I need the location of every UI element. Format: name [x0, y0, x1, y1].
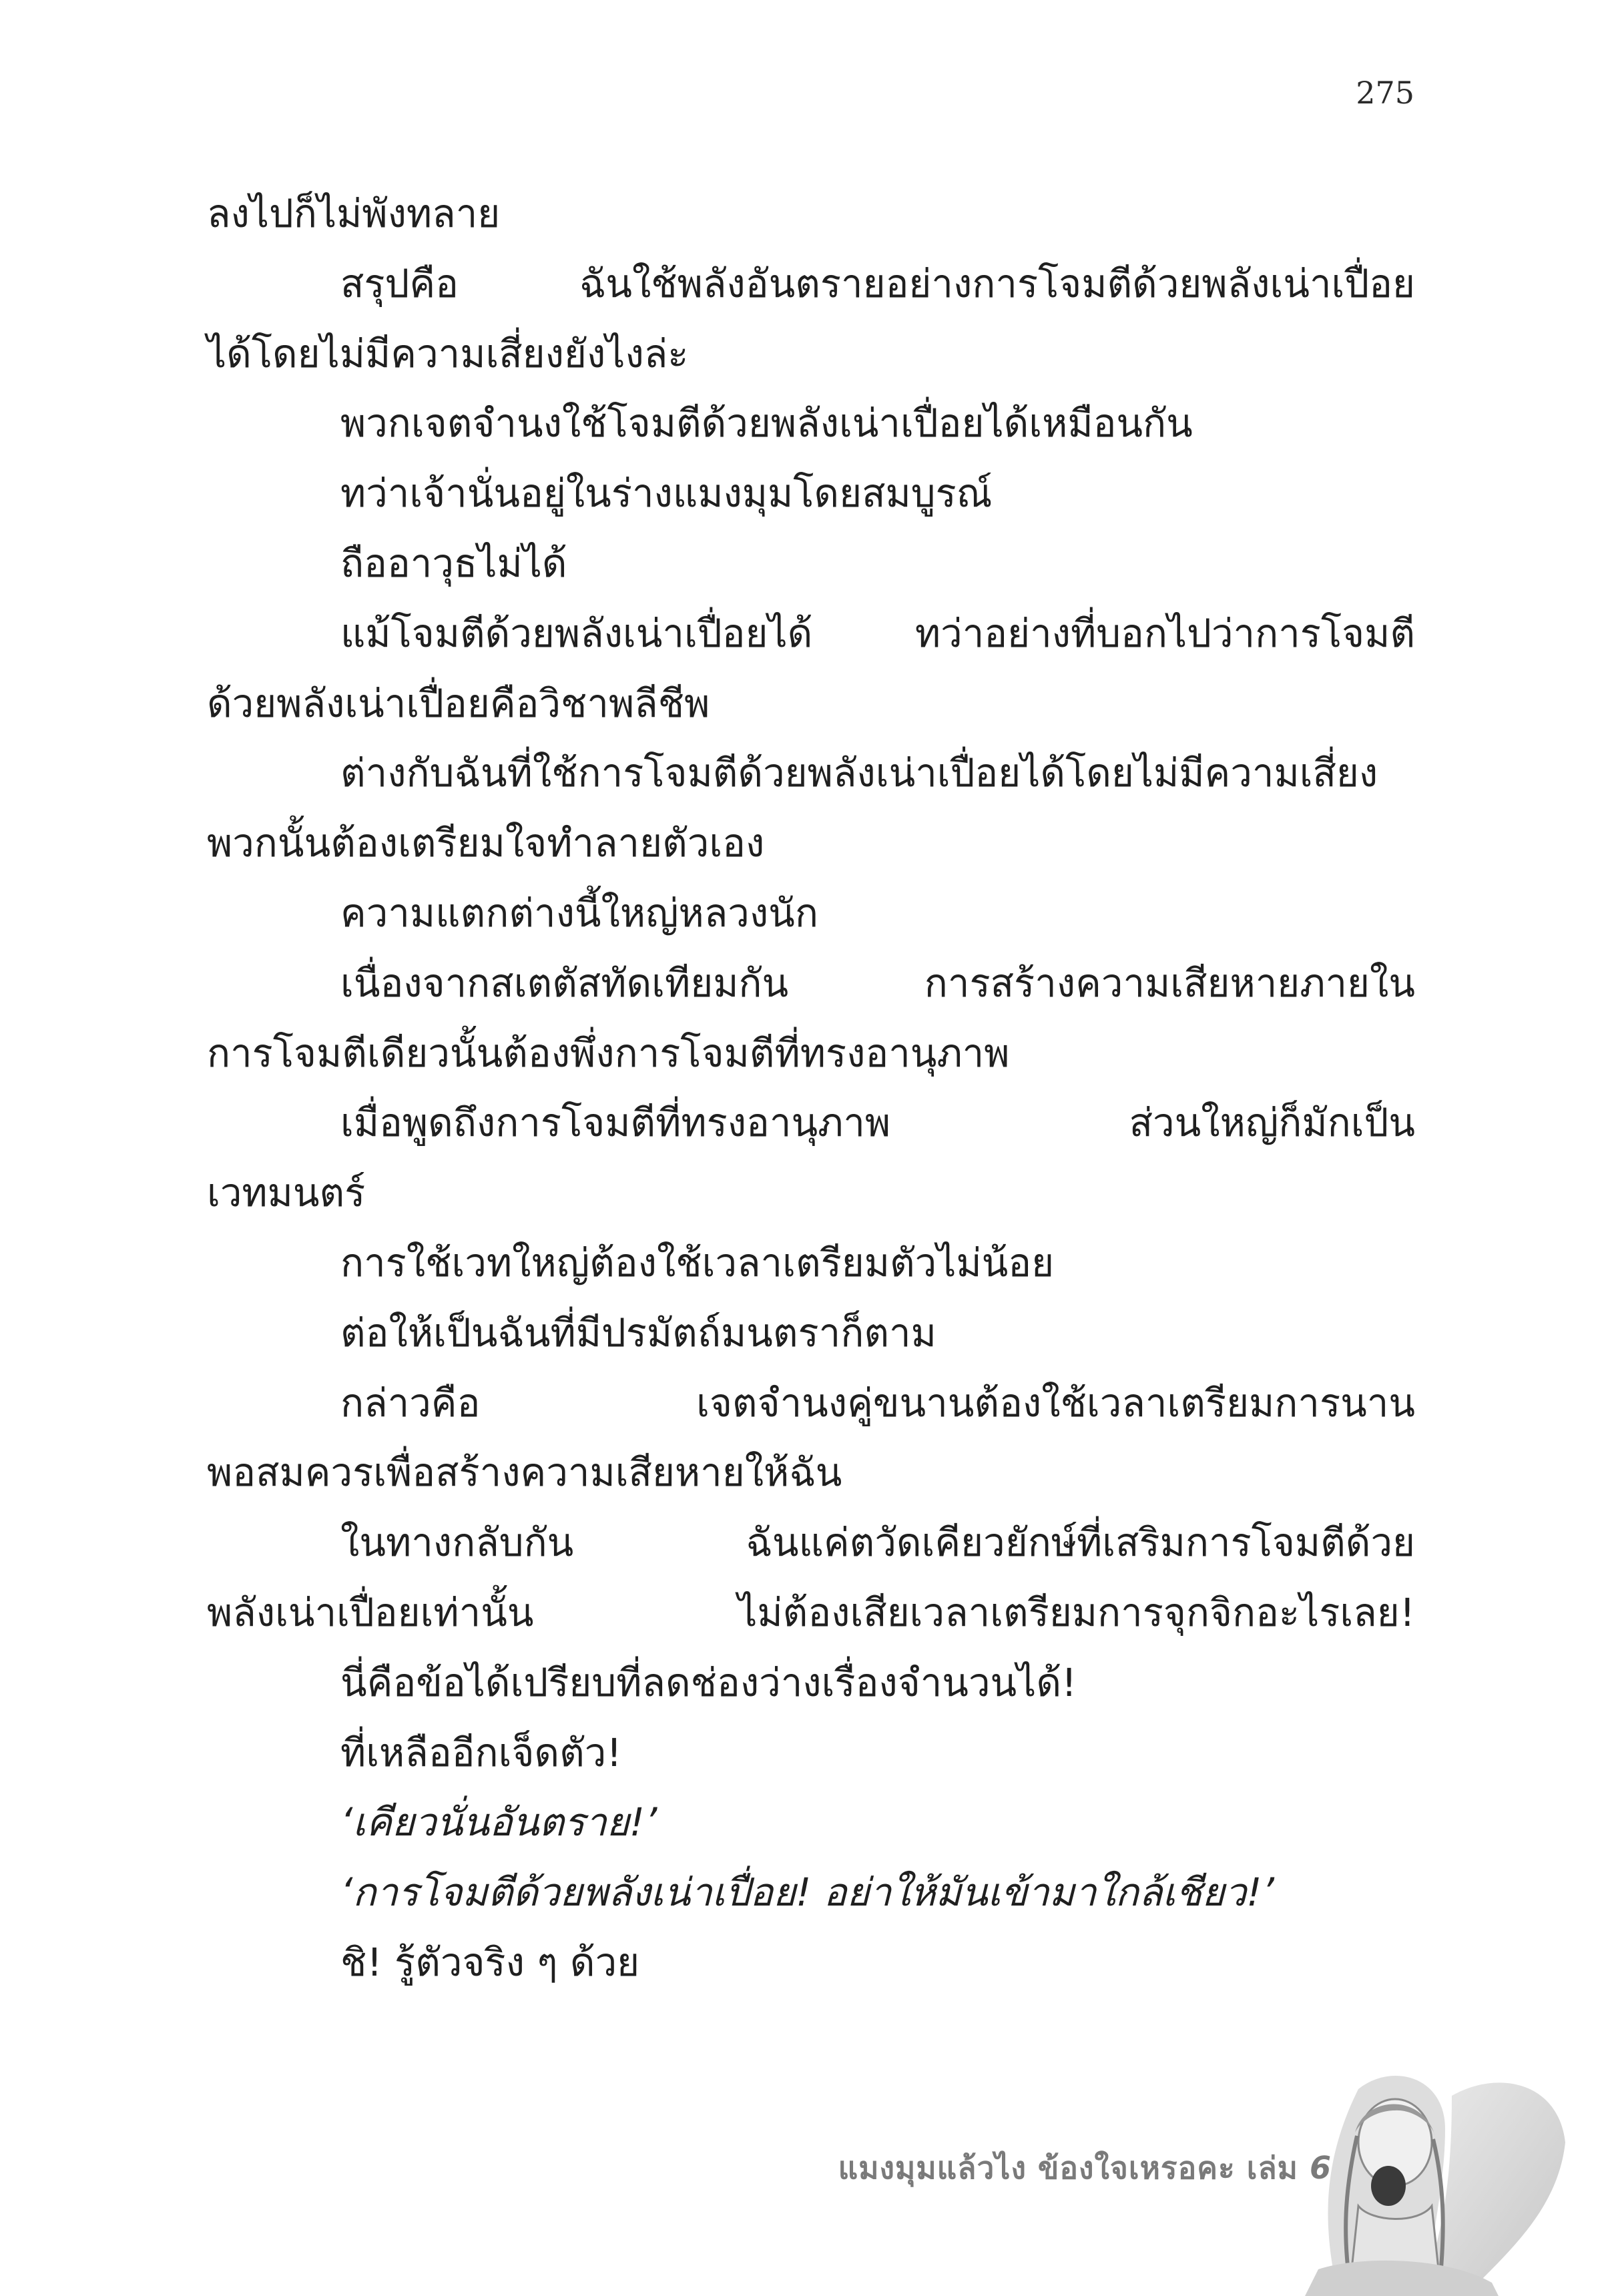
text-line: เวทมนตร์ [207, 1170, 366, 1216]
text-line: ลงไปก็ไม่พังทลาย [207, 191, 501, 236]
text-line: พวกนั้นต้องเตรียมใจทำลายตัวเอง [207, 820, 765, 866]
text-line: เนื่องจากสเตตัสทัดเทียมกัน การสร้างความเสียหายภายใน [340, 960, 1415, 1006]
text-line: พวกเจตจำนงใช้โจมตีด้วยพลังเน่าเปื่อยได้เหมือนกัน [340, 400, 1193, 447]
text-line: ต่อให้เป็นฉันที่มีปรมัตถ์มนตราก็ตาม [340, 1310, 936, 1356]
text-line: นี่คือข้อได้เปรียบที่ลดช่องว่างเรื่องจำนวนได้! [340, 1659, 1077, 1705]
text-line: ‘เคียวนั่นอันตราย!’ [340, 1799, 657, 1845]
text-line: กล่าวคือ เจตจำนงคู่ขนานต้องใช้เวลาเตรียมการนาน [340, 1380, 1415, 1426]
footer-series-title: แมงมุมแล้วไง ข้องใจเหรอคะ เล่ม [838, 2150, 1298, 2186]
footer-volume-number: 6 [1309, 2150, 1332, 2186]
text-line: ด้วยพลังเน่าเปื่อยคือวิชาพลีชีพ [207, 680, 710, 726]
text-line: ต่างกับฉันที่ใช้การโจมตีด้วยพลังเน่าเปื่อยได้โดยไม่มีความเสี่ยง [340, 750, 1378, 796]
text-line: พลังเน่าเปื่อยเท่านั้น ไม่ต้องเสียเวลาเตรียมการจุกจิกอะไรเลย! [207, 1590, 1415, 1635]
text-line: ในทางกลับกัน ฉันแค่ตวัดเคียวยักษ์ที่เสริมการโจมตีด้วย [340, 1520, 1415, 1566]
text-line: การโจมตีเดียวนั้นต้องพึ่งการโจมตีที่ทรงอานุภาพ [207, 1030, 1010, 1076]
text-line: ถืออาวุธไม่ได้ [340, 541, 567, 586]
text-line: พอสมควรเพื่อสร้างความเสียหายให้ฉัน [207, 1450, 842, 1496]
text-line: ได้โดยไม่มีความเสี่ยงยังไงล่ะ [207, 330, 689, 376]
text-line: การใช้เวทใหญ่ต้องใช้เวลาเตรียมตัวไม่น้อย [340, 1240, 1055, 1285]
text-line: ทว่าเจ้านั่นอยู่ในร่างแมงมุมโดยสมบูรณ์ [340, 471, 993, 517]
text-line: แม้โจมตีด้วยพลังเน่าเปื่อยได้ ทว่าอย่างที่บอกไปว่าการโจมตี [340, 610, 1415, 656]
text-line: ‘การโจมตีด้วยพลังเน่าเปื่อย! อย่าให้มันเข้ามาใกล้เชียว!’ [340, 1870, 1274, 1916]
text-line: ชิ! รู้ตัวจริง ๆ ด้วย [340, 1940, 640, 1985]
running-footer [838, 2144, 1332, 2193]
text-line: ความแตกต่างนี้ใหญ่หลวงนัก [340, 890, 818, 936]
text-line: เมื่อพูดถึงการโจมตีที่ทรงอานุภาพ ส่วนใหญ่ก็มักเป็น [340, 1100, 1415, 1146]
text-line: สรุปคือ ฉันใช้พลังอันตรายอย่างการโจมตีด้วยพลังเน่าเปื่อย [340, 260, 1415, 306]
text-line: ที่เหลืออีกเจ็ดตัว! [340, 1729, 622, 1775]
page-number: 275 [1356, 75, 1414, 111]
